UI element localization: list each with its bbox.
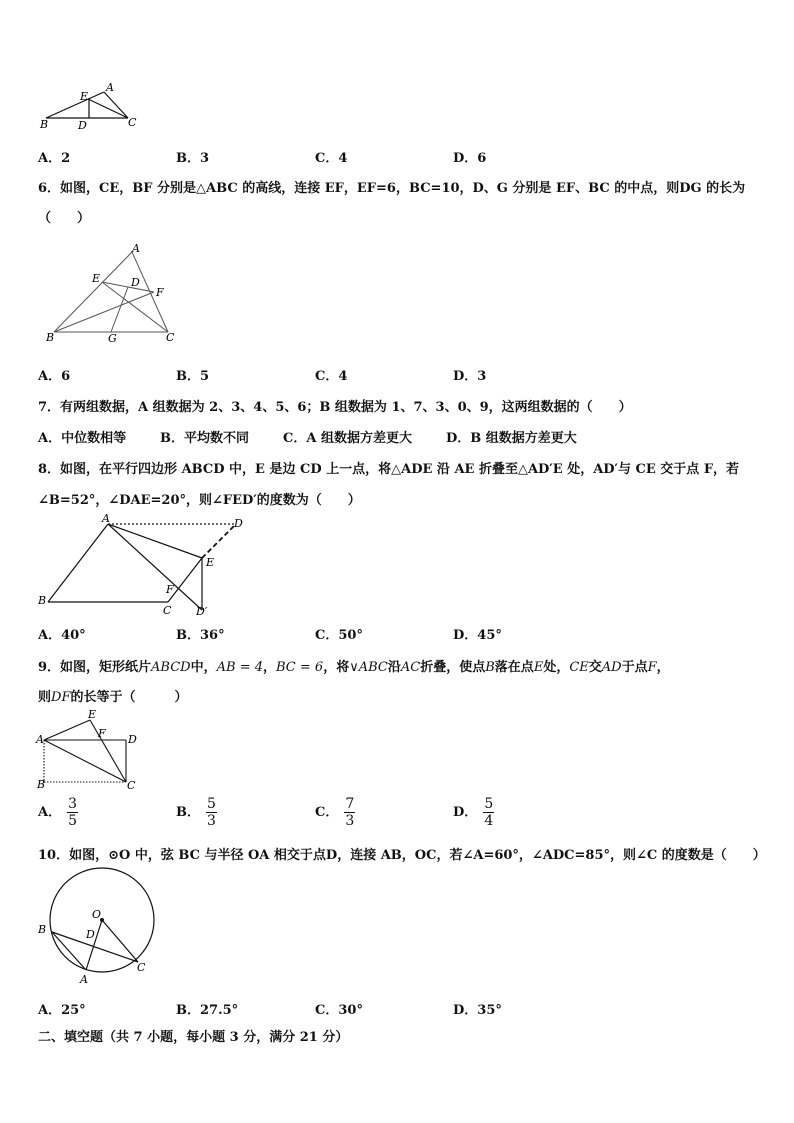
q9-text2a: 则 bbox=[38, 690, 52, 705]
q7-option-b: B．平均数不同 bbox=[160, 431, 249, 446]
q10-option-c: C．30° bbox=[315, 1003, 363, 1018]
q8-label-c: C bbox=[163, 604, 172, 617]
q9-option-a-fraction: $\frac{3}{5}$ bbox=[68, 796, 78, 829]
q8-question-line2: ∠B=52°，∠DAE=20°，则∠FED′的度数为（ ） bbox=[38, 493, 361, 508]
q8-option-d: D．45° bbox=[453, 628, 502, 643]
q10-question: 10．如图，⊙O 中，弦 BC 与半径 OA 相交于点D，连接 AB，OC，若∠A=60°，∠ADC=85°，则∠C 的度数是（ ） bbox=[38, 848, 766, 863]
q9-math-f: F bbox=[647, 660, 657, 675]
q9-question-line2 bbox=[38, 686, 187, 705]
q9-math-e: E bbox=[533, 660, 544, 675]
q6-option-c: C．4 bbox=[315, 369, 348, 384]
q6-option-b: B．5 bbox=[176, 369, 210, 384]
q7-option-d: D．B 组数据方差更大 bbox=[446, 431, 577, 446]
q5-label-c: C bbox=[128, 116, 137, 129]
q9-math-bc: BC = 6 bbox=[276, 660, 324, 675]
q9-option-a bbox=[38, 796, 78, 829]
q8-option-b: B．36° bbox=[176, 628, 225, 643]
q9-option-a-prefix: A． bbox=[38, 805, 62, 820]
q5-label-b: B bbox=[40, 118, 49, 131]
q8-label-e: E bbox=[206, 556, 215, 569]
q9-label-f: F bbox=[98, 727, 106, 740]
q9-math-abcd: ABCD bbox=[151, 660, 191, 675]
q9-text-pre: 9．如图，矩形纸片 bbox=[38, 660, 152, 675]
q6-label-g: G bbox=[108, 332, 117, 344]
q9-text-mid1: 中， bbox=[190, 660, 217, 675]
q9-text-mid9: ， bbox=[656, 660, 670, 675]
q8-option-c: C．50° bbox=[315, 628, 363, 643]
q9-label-c: C bbox=[127, 779, 136, 792]
q6-label-d: D bbox=[131, 276, 140, 289]
q8-label-f: F bbox=[166, 583, 174, 596]
q10-label-d: D bbox=[86, 928, 95, 941]
q8-figure bbox=[36, 512, 251, 620]
q9-option-c-fraction: $\frac{7}{3}$ bbox=[345, 796, 355, 829]
q5-option-d: D．6 bbox=[453, 151, 487, 166]
q6-label-b: B bbox=[46, 331, 55, 344]
q10-option-b: B．27.5° bbox=[176, 1003, 239, 1018]
q10-label-b: B bbox=[38, 923, 47, 936]
q8-label-d: D bbox=[234, 517, 243, 530]
q6-option-a: A．6 bbox=[38, 369, 71, 384]
q8-label-d-prime: D′ bbox=[196, 605, 208, 618]
q8-option-a: A．40° bbox=[38, 628, 86, 643]
q9-text-comma1: ， bbox=[263, 660, 277, 675]
q9-label-d: D bbox=[128, 733, 137, 746]
q9-text-mid8: 于点 bbox=[621, 660, 648, 675]
q7-question: 7．有两组数据，A 组数据为 2、3、4、5、6；B 组数据为 1、7、3、0、9，这两组数据的（ ） bbox=[38, 400, 632, 415]
q5-label-a: A bbox=[106, 81, 114, 94]
q10-option-a: A．25° bbox=[38, 1003, 86, 1018]
q9-label-e: E bbox=[88, 708, 97, 721]
q9-text-mid2: ，将 bbox=[323, 660, 350, 675]
q5-option-a: A．2 bbox=[38, 151, 71, 166]
q9-math-ac: AC bbox=[400, 660, 421, 675]
q9-figure bbox=[34, 708, 144, 794]
q9-option-d bbox=[453, 796, 494, 829]
q9-option-b bbox=[176, 796, 217, 829]
q9-text2b: 的长等于（ ） bbox=[70, 690, 188, 705]
q9-label-a: A bbox=[36, 733, 44, 746]
q5-label-d: D bbox=[78, 119, 87, 132]
q9-option-c bbox=[315, 796, 355, 829]
q5-option-b: B．3 bbox=[176, 151, 210, 166]
q8-label-b: B bbox=[38, 594, 47, 607]
q6-label-c: C bbox=[166, 331, 175, 344]
q6-label-a: A bbox=[132, 244, 140, 255]
q10-option-d: D．35° bbox=[453, 1003, 502, 1018]
q5-label-e: E bbox=[80, 90, 89, 103]
q10-figure bbox=[36, 866, 162, 986]
q9-math-b: B bbox=[485, 660, 495, 675]
q10-label-a: A bbox=[80, 973, 88, 986]
q9-label-b: B bbox=[37, 778, 46, 791]
q9-math-ad: AD bbox=[601, 660, 622, 675]
section-2-heading: 二、填空题（共 7 小题，每小题 3 分，满分 21 分） bbox=[38, 1030, 349, 1045]
q5-option-c: C．4 bbox=[315, 151, 348, 166]
q7-option-c: C．A 组数据方差更大 bbox=[283, 431, 412, 446]
q9-text-mid4: 折叠，使点 bbox=[420, 660, 486, 675]
q6-figure bbox=[44, 244, 184, 344]
q9-math-ce: CE bbox=[569, 660, 589, 675]
q9-option-c-prefix: C． bbox=[315, 805, 339, 820]
q10-label-c: C bbox=[137, 961, 146, 974]
q10-label-o: O bbox=[92, 908, 102, 921]
q9-math-df: DF bbox=[51, 690, 71, 705]
q9-option-b-prefix: B． bbox=[176, 805, 200, 820]
q9-option-d-fraction: $\frac{5}{4}$ bbox=[484, 796, 494, 829]
q9-text-mid3: 沿 bbox=[387, 660, 401, 675]
q7-option-a: A．中位数相等 bbox=[38, 431, 127, 446]
q9-math-ab: AB = 4 bbox=[216, 660, 263, 675]
q6-question-line2: （ ） bbox=[38, 211, 91, 226]
q9-text-mid5: 落在点 bbox=[494, 660, 534, 675]
q9-text-mid6: 处， bbox=[543, 660, 570, 675]
q8-question-line1: 8．如图，在平行四边形 ABCD 中，E 是边 CD 上一点，将△ADE 沿 AE 折叠至△AD′E 处，AD′与 CE 交于点 F，若 bbox=[38, 462, 740, 477]
q5-figure bbox=[36, 80, 146, 132]
q8-label-a: A bbox=[102, 512, 110, 525]
q9-option-d-prefix: D． bbox=[453, 805, 478, 820]
q9-question-line1 bbox=[38, 656, 670, 675]
q9-text-mid7: 交 bbox=[588, 660, 602, 675]
q6-label-e: E bbox=[92, 272, 101, 285]
q6-label-f: F bbox=[156, 286, 164, 299]
q9-option-b-fraction: $\frac{5}{3}$ bbox=[207, 796, 216, 829]
q6-question-line1: 6．如图，CE，BF 分别是△ABC 的高线，连接 EF，EF=6，BC=10，D、G 分别是 EF、BC 的中点，则DG 的长为 bbox=[38, 181, 746, 196]
q9-math-tri: ∨ABC bbox=[349, 660, 388, 675]
q6-option-d: D．3 bbox=[453, 369, 487, 384]
